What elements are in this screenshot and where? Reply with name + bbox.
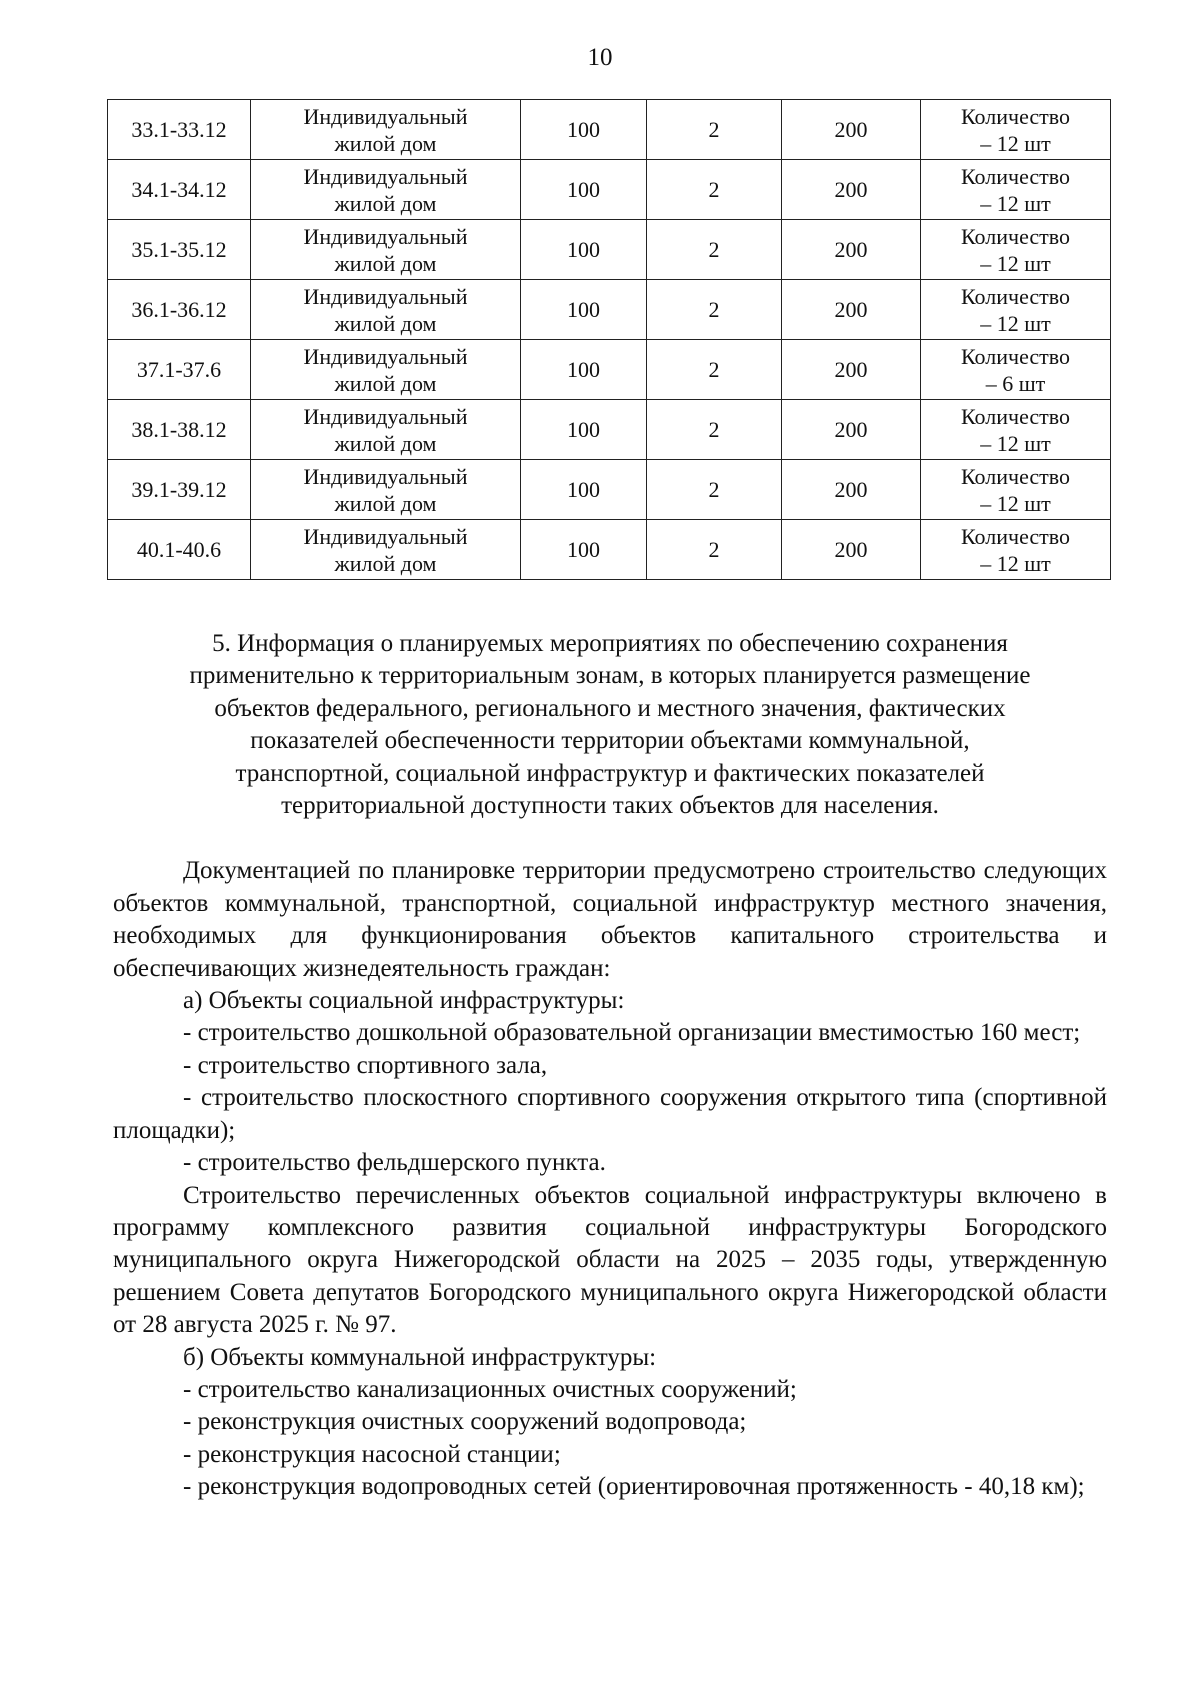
cell-text: 2 [708, 417, 720, 442]
cell-text: жилой дом [334, 190, 437, 216]
list-item: - строительство спортивного зала, [183, 1051, 548, 1079]
cell-text: Индивидуальный [303, 103, 468, 129]
cell-value-2 [647, 520, 782, 580]
cell-value-2 [647, 100, 782, 160]
cell-text: 2 [708, 477, 720, 502]
cell-building-type [251, 160, 521, 220]
cell-text: Индивидуальный [303, 463, 468, 489]
cell-text: 100 [567, 117, 600, 142]
cell-text: 200 [834, 177, 868, 202]
cell-text: Количество [960, 403, 1071, 429]
cell-text: – 12 шт [980, 430, 1051, 456]
cell-note [921, 220, 1111, 280]
cell-value-1 [521, 400, 647, 460]
cell-text: 2 [708, 237, 720, 262]
cell-value-3 [782, 400, 921, 460]
heading-line: объектов федерального, регионального и местного значения, фактических [214, 694, 1006, 722]
cell-value-1 [521, 280, 647, 340]
cell-text: – 12 шт [980, 190, 1051, 216]
cell-value-1 [521, 220, 647, 280]
subsection-social-heading: а) Объекты социальной инфраструктуры: [183, 987, 625, 1015]
cell-text: 39.1-39.12 [131, 477, 227, 502]
list-item: - строительство фельдшерского пункта. [183, 1149, 606, 1177]
cell-text: 200 [834, 477, 868, 502]
cell-value-3 [782, 160, 921, 220]
cell-text: жилой дом [334, 490, 437, 516]
cell-text: 38.1-38.12 [131, 417, 227, 442]
page-number: 10 [587, 44, 613, 71]
table-row [108, 400, 1111, 460]
heading-line: транспортной, социальной инфраструктур и фактических показателей [235, 759, 985, 787]
table-row [108, 520, 1111, 580]
cell-building-type [251, 460, 521, 520]
cell-text: жилой дом [334, 310, 437, 336]
cell-note [921, 400, 1111, 460]
cell-code [108, 100, 251, 160]
cell-value-2 [647, 160, 782, 220]
cell-value-2 [647, 340, 782, 400]
cell-value-1 [521, 340, 647, 400]
cell-code [108, 520, 251, 580]
cell-text: Количество [960, 223, 1071, 249]
cell-code [108, 460, 251, 520]
cell-note [921, 340, 1111, 400]
housing-units-table [107, 99, 1111, 580]
cell-note [921, 280, 1111, 340]
program-paragraph: Строительство перечисленных объектов социальной инфраструктуры включено в программу комплексного развития социальной инфраструктуры Богородского муниципального округа Нижегородской области на 2025 – 2035 годы, утвержденную решением Совета депутатов Богородского муниципального округа Нижегородской области от 28 августа 2025 г. № 97. [113, 1181, 1107, 1339]
cell-value-2 [647, 400, 782, 460]
cell-code [108, 340, 251, 400]
cell-value-1 [521, 460, 647, 520]
cell-text: жилой дом [334, 370, 437, 396]
cell-note [921, 460, 1111, 520]
cell-text: Индивидуальный [303, 343, 468, 369]
cell-text: Индивидуальный [303, 403, 468, 429]
cell-code [108, 400, 251, 460]
cell-text: Количество [960, 103, 1071, 129]
body-text [113, 855, 1107, 1503]
cell-building-type [251, 340, 521, 400]
list-item: - реконструкция насосной станции; [183, 1440, 561, 1468]
cell-value-3 [782, 280, 921, 340]
cell-text: 40.1-40.6 [136, 537, 222, 562]
cell-building-type [251, 220, 521, 280]
cell-text: 2 [708, 117, 720, 142]
cell-value-2 [647, 460, 782, 520]
cell-note [921, 160, 1111, 220]
cell-value-2 [647, 280, 782, 340]
cell-text: жилой дом [334, 430, 437, 456]
list-item: - реконструкция водопроводных сетей (ориентировочная протяженность - 40,18 км); [183, 1473, 1085, 1501]
table-body [108, 100, 1111, 580]
cell-code [108, 280, 251, 340]
cell-text: 200 [834, 357, 868, 382]
intro-paragraph: Документацией по планировке территории предусмотрено строительство следующих объектов коммунальной, транспортной, социальной инфраструктур местного значения, необходимых для функционирования объектов капитального строительства и обеспечивающих жизнедеятельность граждан: [113, 857, 1107, 982]
cell-text: 100 [567, 357, 600, 382]
cell-note [921, 100, 1111, 160]
cell-note [921, 520, 1111, 580]
document-body [113, 628, 1107, 1504]
heading-line: применительно к территориальным зонам, в которых планируется размещение [189, 662, 1031, 690]
subsection-communal-heading: б) Объекты коммунальной инфраструктуры: [183, 1343, 657, 1371]
table-row [108, 160, 1111, 220]
cell-text: – 12 шт [980, 490, 1051, 516]
list-item: - строительство плоскостного спортивного сооружения открытого типа (спортивной площадки); [113, 1084, 1107, 1144]
cell-text: Индивидуальный [303, 163, 468, 189]
cell-text: Индивидуальный [303, 223, 468, 249]
cell-text: жилой дом [334, 250, 437, 276]
cell-value-3 [782, 100, 921, 160]
cell-text: – 12 шт [980, 130, 1051, 156]
cell-text: Количество [960, 283, 1071, 309]
table-row [108, 460, 1111, 520]
cell-text: 2 [708, 297, 720, 322]
cell-text: 35.1-35.12 [131, 237, 227, 262]
cell-value-1 [521, 100, 647, 160]
cell-code [108, 160, 251, 220]
cell-code [108, 220, 251, 280]
list-item: - реконструкция очистных сооружений водопровода; [183, 1408, 747, 1436]
cell-value-1 [521, 520, 647, 580]
cell-building-type [251, 520, 521, 580]
cell-value-3 [782, 460, 921, 520]
cell-text: 200 [834, 297, 868, 322]
cell-building-type [251, 280, 521, 340]
cell-text: 37.1-37.6 [136, 357, 222, 382]
cell-text: – 6 шт [985, 370, 1046, 396]
cell-text: 36.1-36.12 [131, 297, 227, 322]
cell-text: Индивидуальный [303, 283, 468, 309]
cell-text: Индивидуальный [303, 523, 468, 549]
cell-text: 200 [834, 237, 868, 262]
heading-line: 5. Информация о планируемых мероприятиях по обеспечению сохранения [212, 630, 1008, 657]
cell-building-type [251, 100, 521, 160]
cell-text: 100 [567, 237, 600, 262]
cell-text: 33.1-33.12 [131, 117, 227, 142]
cell-text: – 12 шт [980, 550, 1051, 576]
cell-text: 2 [708, 537, 720, 562]
cell-text: 2 [708, 177, 720, 202]
cell-text: Количество [960, 163, 1071, 189]
cell-value-3 [782, 520, 921, 580]
list-item: - строительство канализационных очистных сооружений; [183, 1375, 797, 1403]
cell-text: – 12 шт [980, 310, 1051, 336]
table-row [108, 100, 1111, 160]
cell-value-3 [782, 220, 921, 280]
cell-text: 2 [708, 357, 720, 382]
table-row [108, 280, 1111, 340]
cell-text: 100 [567, 417, 600, 442]
cell-text: 34.1-34.12 [131, 177, 227, 202]
cell-value-2 [647, 220, 782, 280]
section-heading [113, 628, 1107, 822]
cell-text: Количество [960, 463, 1071, 489]
table-row [108, 340, 1111, 400]
table-row [108, 220, 1111, 280]
cell-text: – 12 шт [980, 250, 1051, 276]
cell-text: жилой дом [334, 550, 437, 576]
heading-line: территориальной доступности таких объектов для населения. [281, 792, 939, 820]
list-item: - строительство дошкольной образовательной организации вместимостью 160 мест; [183, 1019, 1081, 1047]
cell-value-3 [782, 340, 921, 400]
cell-text: 100 [567, 297, 600, 322]
cell-text: 100 [567, 477, 600, 502]
cell-text: 100 [567, 177, 600, 202]
cell-text: Количество [960, 523, 1071, 549]
cell-building-type [251, 400, 521, 460]
cell-text: жилой дом [334, 130, 437, 156]
cell-value-1 [521, 160, 647, 220]
cell-text: 100 [567, 537, 600, 562]
cell-text: 200 [834, 417, 868, 442]
heading-line: показателей обеспеченности территории объектами коммунальной, [250, 727, 970, 755]
cell-text: 200 [834, 117, 868, 142]
cell-text: Количество [960, 343, 1071, 369]
cell-text: 200 [834, 537, 868, 562]
